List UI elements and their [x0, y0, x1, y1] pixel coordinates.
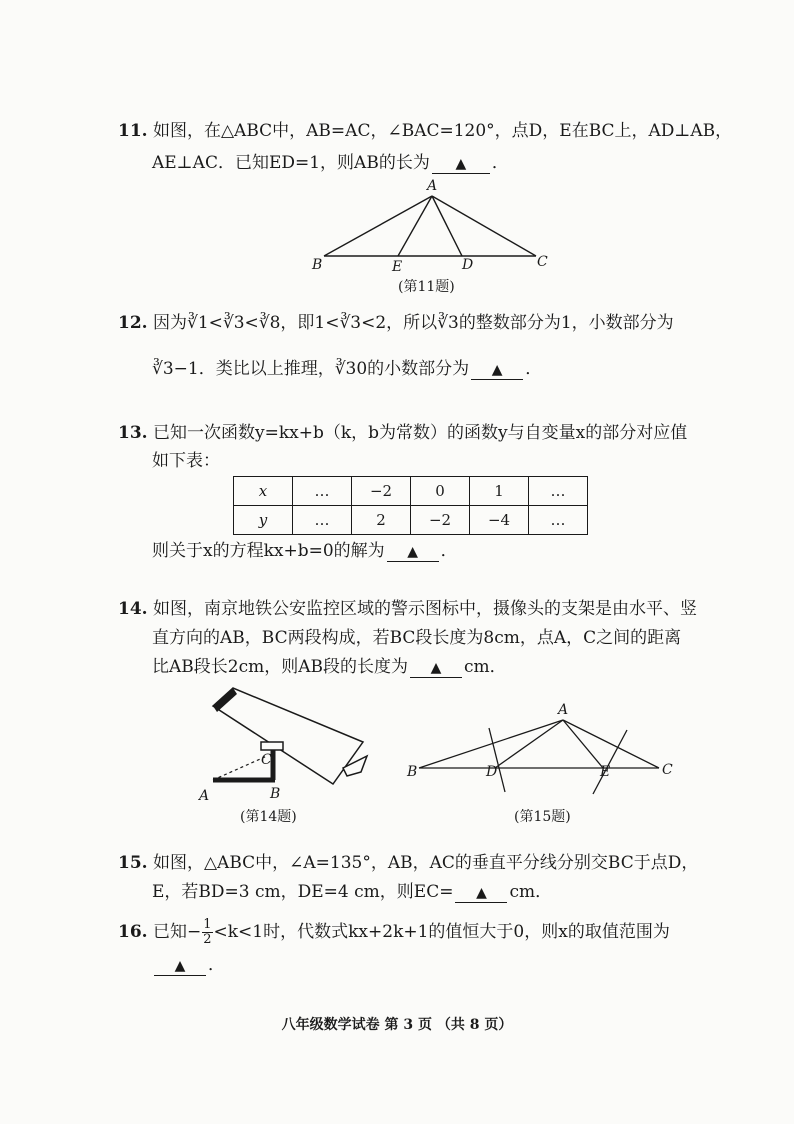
q14-text-3: 比AB段长2cm，则AB段的长度为 [152, 657, 408, 677]
q15-segment-AB [419, 720, 563, 768]
q12-text-1: 因为∛1<∛3<∛8，即1<∛3<2，所以∛3的整数部分为1，小数部分为 [152, 313, 674, 333]
table-cell: 0 [411, 477, 470, 506]
q14-caption: (第14题) [240, 809, 297, 825]
q15-caption: (第15题) [514, 809, 571, 825]
q13-line1 [118, 422, 687, 444]
q14-number: 14. [118, 599, 148, 619]
triangle-icon: ▲ [476, 885, 487, 901]
camera-mount [261, 742, 283, 750]
q16-text-3: ． [208, 955, 225, 975]
q12-line1 [118, 312, 674, 334]
q16-frac-denominator: 2 [203, 932, 212, 947]
q13-answer-blank[interactable] [387, 542, 439, 562]
q14-camera-figure [195, 684, 380, 804]
q11-answer-blank[interactable] [432, 154, 490, 174]
q16-text-2: <k<1时，代数式kx+2k+1的值恒大于0，则x的取值范围为 [213, 922, 670, 942]
q15-label-A: A [558, 702, 569, 718]
q16-frac-numerator: 1 [203, 917, 212, 932]
q13-line2: 如下表： [152, 451, 220, 471]
q15-segment-AD [495, 720, 563, 768]
q13-number: 13. [118, 423, 148, 443]
q13-line3 [152, 540, 458, 562]
triangle-icon: ▲ [430, 660, 442, 676]
q14-line3 [152, 656, 507, 678]
q11-label-E: E [392, 259, 403, 275]
table-cell: −4 [470, 506, 529, 535]
q11-line1 [118, 120, 732, 142]
q11-label-D: D [462, 257, 474, 273]
q15-segment-AE [563, 720, 603, 768]
q11-label-C: C [537, 254, 548, 270]
q16-answer-blank[interactable] [154, 956, 206, 976]
triangle-icon: ▲ [174, 958, 186, 974]
q15-label-B: B [407, 764, 418, 780]
q15-figure [405, 700, 675, 800]
q12-line2 [152, 358, 542, 380]
q11-text-1: 如图，在△ABC中，AB=AC，∠BAC=120°，点D，E在BC上，AD⊥AB， [152, 121, 733, 141]
q11-label-A: A [427, 178, 438, 194]
q15-line2 [152, 881, 552, 903]
q16-line2 [152, 954, 225, 976]
q14-answer-blank[interactable] [410, 658, 462, 678]
q13-text-1: 已知一次函数y=kx+b（k，b为常数）的函数y与自变量x的部分对应值 [152, 423, 688, 443]
table-cell: … [529, 477, 588, 506]
q15-answer-blank[interactable] [455, 883, 507, 903]
q11-line2 [152, 152, 509, 174]
table-row [234, 506, 588, 535]
triangle-icon: ▲ [455, 156, 467, 172]
q15-text-3: cm． [509, 882, 553, 902]
table-row [234, 477, 588, 506]
q14-label-B: B [270, 786, 281, 802]
q14-label-C: C [261, 752, 272, 768]
q13-text-4: ． [440, 541, 458, 561]
q13-text-3: 则关于x的方程kx+b=0的解为 [152, 541, 385, 561]
q11-label-B: B [312, 257, 323, 273]
table-cell: … [529, 506, 588, 535]
q15-label-C: C [662, 762, 673, 778]
table-cell: −2 [352, 477, 411, 506]
table-cell: x [234, 477, 293, 506]
q16-line1 [118, 918, 670, 947]
q14-text-4: cm． [464, 657, 507, 677]
table-cell: 2 [352, 506, 411, 535]
q11-caption: (第11题) [398, 279, 455, 295]
q15-label-D: D [486, 764, 498, 780]
q12-number: 12. [118, 313, 148, 333]
q11-text-2: AE⊥AC．已知ED=1，则AB的长为 [152, 153, 430, 173]
q14-text-1: 如图，南京地铁公安监控区域的警示图标中，摄像头的支架是由水平、竖 [152, 599, 697, 619]
table-cell: … [293, 506, 352, 535]
table-cell: 1 [470, 477, 529, 506]
q15-bisector-AB [489, 728, 505, 792]
triangle-icon: ▲ [407, 544, 419, 560]
q14-line2: 直方向的AB，BC两段构成，若BC段长度为8cm，点A，C之间的距离 [152, 628, 682, 648]
q12-text-2: ∛3−1．类比以上推理，∛30的小数部分为 [152, 359, 470, 379]
q15-number: 15. [118, 853, 148, 873]
q14-line1 [118, 598, 697, 620]
page-footer: 八年级数学试卷 第 3 页 （共 8 页） [281, 1017, 513, 1033]
table-cell: −2 [411, 506, 470, 535]
dashed-segment-AC [213, 756, 267, 780]
q14-label-A: A [199, 788, 210, 804]
q15-line1 [118, 852, 698, 874]
q15-text-1: 如图，△ABC中，∠A=135°，AB，AC的垂直平分线分别交BC于点D， [152, 853, 699, 873]
q12-text-3: ． [525, 359, 543, 379]
triangle-icon: ▲ [491, 362, 503, 378]
table-cell: … [293, 477, 352, 506]
q12-answer-blank[interactable] [471, 360, 523, 380]
q11-number: 11. [118, 121, 148, 141]
q15-label-E: E [600, 764, 611, 780]
q16-text-1: 已知− [152, 922, 202, 942]
q16-number: 16. [118, 922, 148, 942]
q11-text-3: ． [491, 153, 509, 173]
q13-value-table [233, 476, 588, 535]
q16-fraction [202, 918, 212, 947]
q15-text-2: E，若BD=3 cm，DE=4 cm，则EC= [152, 882, 454, 902]
table-cell: y [234, 506, 293, 535]
